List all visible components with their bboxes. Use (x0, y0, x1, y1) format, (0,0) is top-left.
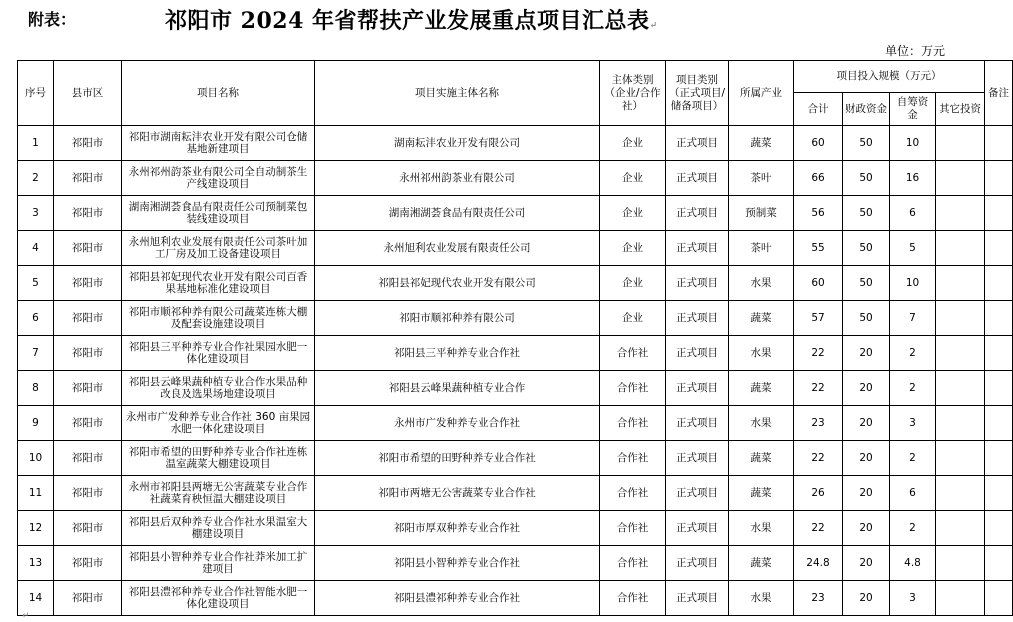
cell-self: 2 (890, 441, 936, 476)
cell-remark (985, 301, 1013, 336)
cell-entity-name: 永州旭利农业发展有限责任公司 (315, 231, 600, 266)
cell-seq: 2 (18, 161, 54, 196)
cell-entity-name: 祁阳县小智种养专业合作社 (315, 546, 600, 581)
cell-project-type: 正式项目 (666, 406, 729, 441)
cell-entity-type: 企业 (600, 126, 666, 161)
table-row (18, 266, 1013, 301)
cell-project-type: 正式项目 (666, 546, 729, 581)
cell-industry: 蔬菜 (729, 476, 794, 511)
cell-total: 22 (794, 371, 843, 406)
table-row (18, 441, 1013, 476)
cell-county: 祁阳市 (54, 371, 122, 406)
cell-seq: 7 (18, 336, 54, 371)
cell-entity-name: 永州祁州韵茶业有限公司 (315, 161, 600, 196)
cell-remark (985, 581, 1013, 616)
cell-project-type: 正式项目 (666, 161, 729, 196)
cell-county: 祁阳市 (54, 126, 122, 161)
cell-seq: 10 (18, 441, 54, 476)
cell-industry: 蔬菜 (729, 546, 794, 581)
header-self: 自筹资金 (890, 93, 936, 126)
cell-project-name: 祁阳县三平种养专业合作社果园水肥一体化建设项目 (122, 336, 315, 371)
cell-project-name: 永州市祁阳县两塘无公害蔬菜专业合作社蔬菜育秧恒温大棚建设项目 (122, 476, 315, 511)
cell-industry: 蔬菜 (729, 126, 794, 161)
cell-fiscal: 20 (843, 406, 890, 441)
header-entity-name: 项目实施主体名称 (315, 61, 600, 126)
cell-county: 祁阳市 (54, 196, 122, 231)
table-row (18, 546, 1013, 581)
cell-self: 16 (890, 161, 936, 196)
cell-entity-name: 湖南湘湖荟食品有限责任公司 (315, 196, 600, 231)
table-row (18, 406, 1013, 441)
cell-other (936, 581, 985, 616)
table-row (18, 161, 1013, 196)
cell-entity-type: 合作社 (600, 476, 666, 511)
table-row (18, 196, 1013, 231)
cell-entity-name: 祁阳县祁妃现代农业开发有限公司 (315, 266, 600, 301)
cell-project-type: 正式项目 (666, 231, 729, 266)
cell-project-type: 正式项目 (666, 301, 729, 336)
cell-entity-name: 祁阳市两塘无公害蔬菜专业合作社 (315, 476, 600, 511)
cell-project-name: 永州旭利农业发展有限责任公司茶叶加工厂房及加工设备建设项目 (122, 231, 315, 266)
cell-industry: 水果 (729, 406, 794, 441)
header-fiscal: 财政资金 (843, 93, 890, 126)
header-investment: 项目投入规模（万元） (794, 61, 985, 93)
cell-self: 4.8 (890, 546, 936, 581)
cell-other (936, 126, 985, 161)
cell-fiscal: 20 (843, 546, 890, 581)
header-total: 合计 (794, 93, 843, 126)
cell-other (936, 161, 985, 196)
project-summary-table (17, 60, 1013, 616)
cell-entity-type: 合作社 (600, 546, 666, 581)
cell-entity-name: 祁阳县澧祁种养专业合作社 (315, 581, 600, 616)
cell-self: 6 (890, 196, 936, 231)
end-paragraph-mark: ↵ (22, 611, 30, 621)
cell-seq: 6 (18, 301, 54, 336)
header-seq: 序号 (18, 61, 54, 126)
cell-remark (985, 126, 1013, 161)
cell-seq: 4 (18, 231, 54, 266)
cell-industry: 水果 (729, 511, 794, 546)
cell-other (936, 406, 985, 441)
cell-entity-type: 合作社 (600, 511, 666, 546)
cell-county: 祁阳市 (54, 546, 122, 581)
cell-project-type: 正式项目 (666, 266, 729, 301)
cell-entity-name: 祁阳市厚双种养专业合作社 (315, 511, 600, 546)
cell-self: 3 (890, 581, 936, 616)
cell-fiscal: 50 (843, 126, 890, 161)
cell-entity-name: 祁阳县三平种养专业合作社 (315, 336, 600, 371)
cell-other (936, 231, 985, 266)
unit-label: 单位：万元 (885, 44, 946, 58)
cell-project-name: 祁阳县祁妃现代农业开发有限公司百香果基地标准化建设项目 (122, 266, 315, 301)
cell-total: 22 (794, 336, 843, 371)
cell-entity-type: 企业 (600, 231, 666, 266)
cell-project-name: 祁阳市湖南耘沣农业开发有限公司仓储基地新建项目 (122, 126, 315, 161)
cell-entity-type: 企业 (600, 266, 666, 301)
cell-industry: 茶叶 (729, 161, 794, 196)
cell-seq: 9 (18, 406, 54, 441)
cell-county: 祁阳市 (54, 231, 122, 266)
cell-other (936, 301, 985, 336)
cell-seq: 12 (18, 511, 54, 546)
cell-project-type: 正式项目 (666, 196, 729, 231)
cell-self: 3 (890, 406, 936, 441)
cell-industry: 蔬菜 (729, 371, 794, 406)
cell-entity-type: 合作社 (600, 581, 666, 616)
cell-entity-name: 祁阳市顺祁种养有限公司 (315, 301, 600, 336)
cell-total: 23 (794, 581, 843, 616)
cell-remark (985, 511, 1013, 546)
cell-total: 24.8 (794, 546, 843, 581)
cell-other (936, 336, 985, 371)
header-project-type: 项目类别（正式项目/储备项目） (666, 61, 729, 126)
page-title (165, 4, 658, 35)
cell-other (936, 371, 985, 406)
cell-county: 祁阳市 (54, 266, 122, 301)
cell-fiscal: 50 (843, 301, 890, 336)
cell-self: 6 (890, 476, 936, 511)
cell-self: 10 (890, 126, 936, 161)
header-other: 其它投资 (936, 93, 985, 126)
cell-total: 60 (794, 126, 843, 161)
cell-project-name: 祁阳市顺祁种养有限公司蔬菜连栋大棚及配套设施建设项目 (122, 301, 315, 336)
table-row (18, 581, 1013, 616)
cell-remark (985, 161, 1013, 196)
cell-county: 祁阳市 (54, 511, 122, 546)
cell-county: 祁阳市 (54, 441, 122, 476)
cell-project-name: 湖南湘湖荟食品有限责任公司预制菜包装线建设项目 (122, 196, 315, 231)
cell-other (936, 511, 985, 546)
cell-fiscal: 50 (843, 161, 890, 196)
cell-total: 22 (794, 441, 843, 476)
cell-industry: 水果 (729, 266, 794, 301)
cell-entity-name: 湖南耘沣农业开发有限公司 (315, 126, 600, 161)
cell-total: 55 (794, 231, 843, 266)
cell-project-type: 正式项目 (666, 581, 729, 616)
cell-fiscal: 50 (843, 266, 890, 301)
title-text: 祁阳市 2024 年省帮扶产业发展重点项目汇总表 (165, 8, 650, 34)
cell-fiscal: 20 (843, 581, 890, 616)
cell-other (936, 266, 985, 301)
cell-seq: 14 (18, 581, 54, 616)
cell-industry: 水果 (729, 336, 794, 371)
cell-seq: 11 (18, 476, 54, 511)
cell-entity-type: 企业 (600, 196, 666, 231)
cell-project-type: 正式项目 (666, 126, 729, 161)
cell-entity-type: 企业 (600, 161, 666, 196)
cell-total: 60 (794, 266, 843, 301)
cell-seq: 1 (18, 126, 54, 161)
cell-remark (985, 476, 1013, 511)
cell-total: 56 (794, 196, 843, 231)
cell-project-name: 祁阳县后双种养专业合作社水果温室大棚建设项目 (122, 511, 315, 546)
cell-remark (985, 371, 1013, 406)
table-row (18, 301, 1013, 336)
cell-remark (985, 336, 1013, 371)
cell-county: 祁阳市 (54, 581, 122, 616)
cell-industry: 茶叶 (729, 231, 794, 266)
header-industry: 所属产业 (729, 61, 794, 126)
cell-fiscal: 20 (843, 336, 890, 371)
header-county: 县市区 (54, 61, 122, 126)
table-row (18, 371, 1013, 406)
cell-project-type: 正式项目 (666, 441, 729, 476)
cell-self: 2 (890, 511, 936, 546)
cell-entity-type: 企业 (600, 301, 666, 336)
cell-project-type: 正式项目 (666, 511, 729, 546)
cell-fiscal: 20 (843, 476, 890, 511)
cell-project-type: 正式项目 (666, 371, 729, 406)
cell-other (936, 441, 985, 476)
cell-fiscal: 50 (843, 196, 890, 231)
cell-self: 7 (890, 301, 936, 336)
cell-entity-name: 祁阳市希望的田野种养专业合作社 (315, 441, 600, 476)
cell-other (936, 476, 985, 511)
cell-entity-type: 合作社 (600, 406, 666, 441)
cell-entity-type: 合作社 (600, 441, 666, 476)
cell-entity-type: 合作社 (600, 336, 666, 371)
table-body (18, 126, 1013, 616)
header-project-name: 项目名称 (122, 61, 315, 126)
cell-other (936, 196, 985, 231)
cell-project-name: 祁阳县小智种养专业合作社莽米加工扩建项目 (122, 546, 315, 581)
cell-county: 祁阳市 (54, 336, 122, 371)
header-entity-type: 主体类别（企业/合作社） (600, 61, 666, 126)
cell-county: 祁阳市 (54, 476, 122, 511)
cell-industry: 蔬菜 (729, 441, 794, 476)
cell-project-name: 祁阳县云峰果蔬种植专业合作水果品种改良及选果场地建设项目 (122, 371, 315, 406)
cell-remark (985, 231, 1013, 266)
cell-project-name: 永州市广发种养专业合作社 360 亩果园水肥一体化建设项目 (122, 406, 315, 441)
cell-self: 2 (890, 336, 936, 371)
cell-entity-type: 合作社 (600, 371, 666, 406)
cell-fiscal: 20 (843, 441, 890, 476)
cell-total: 66 (794, 161, 843, 196)
cell-total: 26 (794, 476, 843, 511)
cell-industry: 预制菜 (729, 196, 794, 231)
cell-seq: 8 (18, 371, 54, 406)
header-remark: 备注 (985, 61, 1013, 126)
table-row (18, 476, 1013, 511)
paragraph-mark: ↵ (649, 21, 658, 31)
cell-fiscal: 20 (843, 371, 890, 406)
cell-other (936, 546, 985, 581)
cell-project-type: 正式项目 (666, 336, 729, 371)
cell-remark (985, 196, 1013, 231)
cell-entity-name: 祁阳县云峰果蔬种植专业合作 (315, 371, 600, 406)
cell-project-name: 祁阳市希望的田野种养专业合作社连栋温室蔬菜大棚建设项目 (122, 441, 315, 476)
table-row (18, 231, 1013, 266)
cell-project-name: 祁阳县澧祁种养专业合作社智能水肥一体化建设项目 (122, 581, 315, 616)
cell-remark (985, 266, 1013, 301)
cell-industry: 水果 (729, 581, 794, 616)
cell-remark (985, 441, 1013, 476)
cell-project-name: 永州祁州韵茶业有限公司全自动制茶生产线建设项目 (122, 161, 315, 196)
cell-county: 祁阳市 (54, 161, 122, 196)
cell-county: 祁阳市 (54, 301, 122, 336)
cell-industry: 蔬菜 (729, 301, 794, 336)
cell-seq: 5 (18, 266, 54, 301)
cell-total: 22 (794, 511, 843, 546)
table-row (18, 336, 1013, 371)
cell-entity-name: 永州市广发种养专业合作社 (315, 406, 600, 441)
cell-self: 10 (890, 266, 936, 301)
cell-self: 2 (890, 371, 936, 406)
cell-fiscal: 50 (843, 231, 890, 266)
cell-total: 57 (794, 301, 843, 336)
cell-remark (985, 546, 1013, 581)
table-row (18, 511, 1013, 546)
table-row (18, 126, 1013, 161)
cell-project-type: 正式项目 (666, 476, 729, 511)
document-prefix: 附表： (28, 10, 77, 29)
cell-seq: 3 (18, 196, 54, 231)
cell-total: 23 (794, 406, 843, 441)
cell-fiscal: 20 (843, 511, 890, 546)
cell-seq: 13 (18, 546, 54, 581)
cell-county: 祁阳市 (54, 406, 122, 441)
cell-self: 5 (890, 231, 936, 266)
cell-remark (985, 406, 1013, 441)
